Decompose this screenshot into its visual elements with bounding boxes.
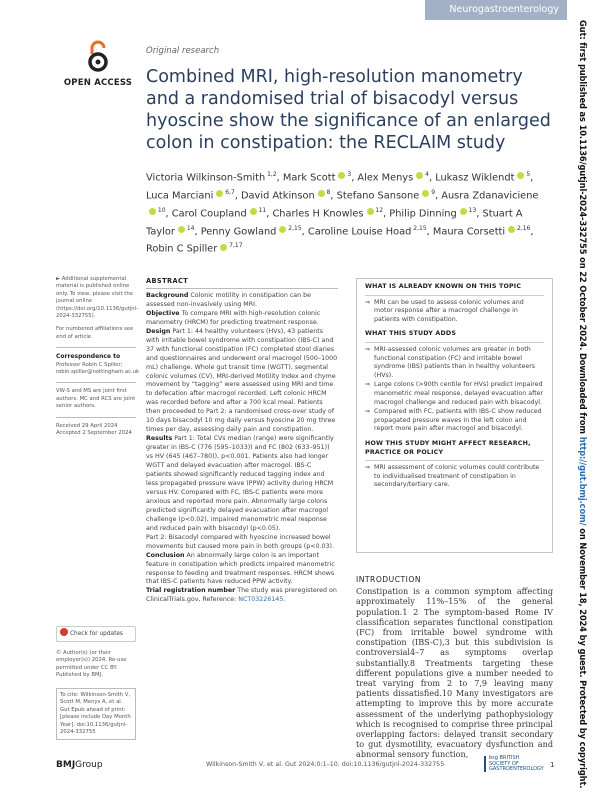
affect-list [365,464,544,490]
list-item: ⇒ MRI-assessed colonic volumes are greater in both functional constipation (FC) and irritable bowel syndrome (IBS) patients than in healthy volunteers (HVs). [365,346,544,380]
supplemental-note: ► Additional supplemental material is published online only. To view, please visit the journal online (https://doi.org/10.1136/gutjnl-2024-332755). [56,276,138,320]
download-sidebar [577,20,588,788]
affiliation-number: 4 [423,171,429,178]
affiliation-number: 7,17 [227,242,243,250]
affiliation-number: 13 [466,206,477,214]
author-name: Philip Dinning [389,207,457,219]
abstract [146,277,338,605]
check-updates-icon [60,628,68,636]
accepted-date: Accepted 2 September 2024 [56,430,132,437]
to-cite-box: To cite: Wilkinson-Smith V, Scott M, Menys A, et al. Gut Epub ahead of print: [please include Day Month Year]. doi:10.1136/gutjnl-2024-332755 [56,688,136,740]
results-part2: Part 2: Bisacodyl compared with hyoscine increased bowel movements but caused more pain in both groups (p<0.03). [146,533,335,550]
author-name: Robin C Spiller [146,243,218,255]
open-access-badge [62,40,134,88]
design-text: Part 1: 44 healthy volunteers (HVs), 43 patients with irritable bowel syndrome with constipation (IBS-C) and 37 with functional constipation (FC) completed stool diaries and questionnaires and underwent oral macrogol (500–1000 mL) challenge. Whole gut transit time (WGTT), segmental colonic volumes (CV), MRI-derived Motility Index and chyme movement by “tagging” were assessed using MRI and time to defecation after macrogol recorded. Left colonic HRCM was recorded before and after a 700 kcal meal. Patients then proceeded to Part 2: a randomised cross-over study of 10 days bisacodyl 10 mg daily versus hyoscine 20 mg three times per day, assessing daily pain and constipation. [146,327,338,434]
affiliation-number: 5 [524,171,531,178]
sidebar-pre: Gut: first published as 10.1136/gutjnl-2024-332755 on 22 October 2024. Downloaded from [577,20,588,437]
background-label: Background [146,291,189,299]
author-name: Maura Corsetti [432,225,506,237]
introduction-text: Constipation is a common symptom affecting approximately 11%–15% of the general population.1 2 The symptom-based Rome IV classification separates functional constipation (FC) from irritable bowel syndrome with constipation (IBS-C),3 but this subdivision is controversial4–7 as symptoms overlap substantially.8 Treatments targeting these different populations give a number needed to treat varying from 2 to 7,9 leaving many patients dissatisfied.10 Many investigators are attempting to improve this by more accurate assessment of the underlying pathophysiology which is recognised to comprise three principal overlapping factors: delayed transit secondary to gut dysmotility, evacuatory dysfunction and abnormal sensory function, [356,586,553,760]
check-for-updates-button[interactable] [56,626,136,642]
author-name: Stefano Sansone [336,190,420,202]
bmj-group-logo [56,760,103,770]
design-label: Design [146,327,171,335]
trial-registration-link[interactable]: NCT03226145. [238,596,286,604]
page-footer [56,756,558,776]
orcid-icon[interactable] [318,190,325,197]
abstract-heading: ABSTRACT [146,277,189,285]
article-type: Original research [146,46,220,56]
orcid-icon[interactable] [149,208,156,215]
author-name: David Atkinson [241,190,315,202]
author-name: Carol Coupland [171,207,247,219]
background-text: Colonic motility in constipation can be assessed non-invasively using MRI. [146,291,312,308]
sidebar-post: on November 18, 2024 by guest. Protected by copyright. [577,525,588,789]
author-name: Penny Gowland [200,225,277,237]
objective-text: To compare MRI with high-resolution colonic manometry (HRCM) for predicting treatment response. [146,309,321,326]
author-name: Lukasz Wiklendt [435,172,515,184]
conclusion-text: An abnormally large colon is an important feature in constipation which predicts impaired manometric response to feeding and treatment responses. HRCM shows that IBS-C patients have reduced PPW activity. [146,551,335,586]
affiliation-number: 12 [373,206,384,214]
author-name: Ausra Zdanaviciene [441,190,539,202]
adds-list [365,346,544,434]
author-name: Caroline Louise Hoad [307,225,412,237]
results-text: Part 1: Total CVs median (range) were significantly greater in IBS-C (776 (595–1033)) and FC (802 (633–951)) vs HV (645 (467–780)), p<0.001. Patients also had longer WGTT and delayed evacuation after macrogol. IBS-C patients showed significantly reduced tagging index and less propagated pressure wave (PPW) activity during HRCM versus HV. Compared with FC, IBS-C patients were more anxious and reported more pain. Abnormally large colons predicted significantly delayed evacuation after macrogol challenge (p<0.02), impaired manometric meal response and reduced pain with bisacodyl (p<0.05). [146,435,334,532]
list-item: ⇒ Large colons (>90th centile for HVs) predict impaired manometric meal response, delayed evacuation after macrogol challenge and reduced pain with bisacodyl. [365,381,544,407]
article-title: Combined MRI, high-resolution manometry and a randomised trial of bisacodyl versus hyoscine show the significance of an enlarged colon in constipation: the RECLAIM study [146,67,551,153]
trial-label: Trial registration number [146,587,236,595]
affiliation-number: 3 [345,171,352,178]
trial-text: The study was preregistered on ClinicalTrials.gov, Reference: [146,587,337,604]
bmj-group-text: Group [75,760,103,770]
list-item: ⇒ Compared with FC, patients with IBS-C show reduced propagated pressure waves in the left colon and report more pain after macrogol and bisacodyl. [365,408,544,434]
orcid-icon[interactable] [250,208,257,215]
open-access-lock-icon [87,40,109,72]
author-name: Alex Menys [357,172,414,184]
affiliation-number: 2,16 [515,224,531,232]
joint-authors-note: VW-S and MS are joint first authors. MC and RCS are joint senior authors. [56,388,136,410]
affiliation-number: 8 [324,188,331,196]
correspondence-text: Professor Robin C Spiller; robin.spiller@nottingham.ac.uk [56,361,140,376]
orcid-icon[interactable] [367,208,374,215]
affiliation-number: 2,15 [411,224,427,232]
orcid-icon[interactable] [460,208,467,215]
introduction-heading: INTRODUCTION [356,575,422,584]
author-list: Victoria Wilkinson-Smith $^{1,2}$, Mark Scott $^3$, Alex Menys $^4$, Lukasz Wiklendt $^5$, Luca Marciani $^{6,7}$, David Atkinson $^8$, Stefano Sansone $^9$, Ausra Zdanaviciene $^{10}$, Carol Coupland $^{11}$, Charles H Knowles $^{12}$, Philip Dinning $^{13}$, Stuart A Taylor $^{14}$, Penny Gowland $^{2,15}$, Caroline Louise Hoad $^{2,15}$, Maura Corsetti $^{2,16}$, Robin C Spiller $^{7,17}$ [146,171,539,255]
open-access-label: OPEN ACCESS [63,78,133,88]
correspondence-heading: Correspondence to [56,353,121,361]
objective-label: Objective [146,309,180,317]
orcid-icon[interactable] [178,226,185,233]
affect-heading: HOW THIS STUDY MIGHT AFFECT RESEARCH, PRACTICE OR POLICY [365,439,531,456]
affiliation-number: 2,15 [286,224,302,232]
bsg-logo: bsg BRITISH SOCIETY OF GASTROENTEROLOGY [484,756,538,772]
sidebar-link[interactable]: http://gut.bmj.com/ [577,436,588,526]
adds-heading: WHAT THIS STUDY ADDS [365,330,457,338]
journal-section-banner: Neurogastroenterology [425,0,567,20]
affiliation-number: 9 [429,188,436,196]
footer-citation: Wilkinson-Smith V, et al. Gut 2024;0:1–10. doi:10.1136/gutjnl-2024-332755 [206,761,445,768]
received-date: Received 29 April 2024 [56,422,118,429]
results-label: Results [146,435,173,443]
affiliations-note: For numbered affiliations see end of article. [56,326,134,340]
list-item: ⇒ MRI assessment of colonic volumes could contribute to individualised treatment of constipation in secondary/tertiary care. [365,464,544,490]
copyright-note: © Author(s) (or their employer(s)) 2024. Re-use permitted under CC BY. Published by BMJ. [56,650,127,679]
author-name: Victoria Wilkinson-Smith [146,172,266,184]
page-number: 1 [550,761,555,769]
author-name: Stuart A Taylor [146,207,523,237]
known-list [365,299,544,325]
author-name: Charles H Knowles [272,207,364,219]
list-item: ⇒ MRI can be used to assess colonic volumes and motor response after a macrogol challenge in patients with constipation. [365,299,544,325]
left-margin-notes [56,276,140,438]
conclusion-label: Conclusion [146,551,185,559]
affiliation-number: 1,2 [265,171,277,178]
introduction [356,575,553,760]
affiliation-number: 14 [184,224,195,232]
known-heading: WHAT IS ALREADY KNOWN ON THIS TOPIC [365,283,522,290]
affiliation-number: 6,7 [223,188,235,196]
bmj-logo-text: BMJ [56,760,76,770]
author-name: Mark Scott [282,172,336,184]
check-updates-label: Check for updates [70,631,123,637]
author-name: Luca Marciani [146,190,214,202]
affiliation-number: 10 [156,206,166,214]
affiliation-number: 11 [256,206,267,214]
key-messages-box [356,278,553,553]
